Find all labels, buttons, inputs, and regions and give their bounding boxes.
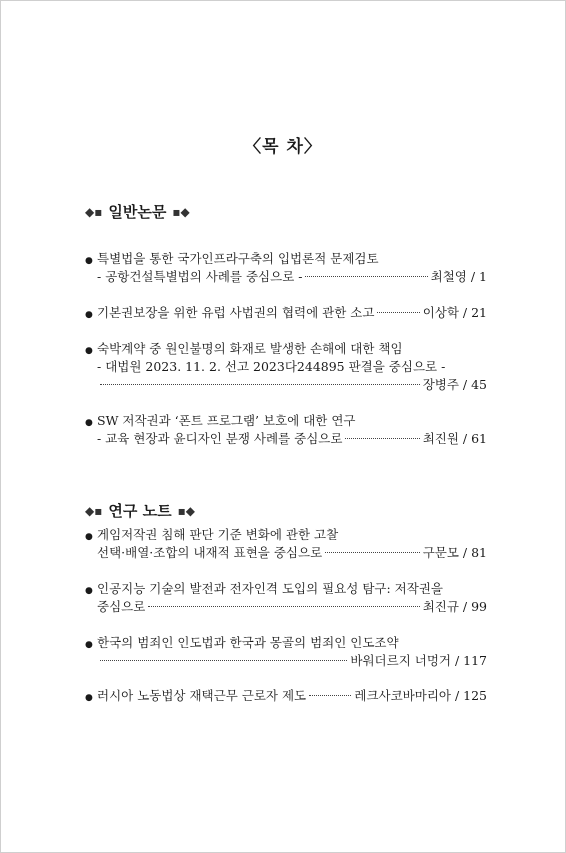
bullet-icon: ●	[85, 346, 93, 356]
entry-author-page: 바워더르지 너멍거 / 117	[350, 653, 487, 668]
entry-title: 인공지능 기술의 발전과 전자인격 도입의 필요성 탐구: 저작권을	[97, 581, 443, 596]
ornament-right-icon: ▪◆	[177, 503, 195, 518]
entry-author-page: 이상학 / 21	[422, 305, 487, 320]
entry-title: 숙박계약 중 원인불명의 화재로 발생한 손해에 대한 책임	[97, 341, 403, 356]
toc-entry[interactable]	[85, 634, 487, 670]
toc-title: 〈목 차〉	[244, 137, 322, 157]
toc-entry[interactable]	[85, 526, 487, 562]
entry-author-page: 최진규 / 99	[422, 599, 487, 614]
dot-leader	[325, 552, 420, 553]
dot-leader	[100, 384, 420, 385]
bullet-icon: ●	[85, 256, 93, 266]
toc-entry[interactable]	[85, 304, 487, 322]
dot-leader	[377, 312, 419, 313]
entry-subtitle: 중심으로	[97, 599, 146, 614]
dot-leader	[309, 695, 351, 696]
entry-subtitle: 선택·배열·조합의 내재적 표현을 중심으로	[97, 545, 323, 560]
entry-title: SW 저작권과 ‘폰트 프로그램’ 보호에 대한 연구	[97, 413, 356, 428]
entry-author-page: 레크사코바마리아 / 125	[354, 688, 487, 703]
toc-entry[interactable]	[85, 412, 487, 448]
bullet-icon: ●	[85, 586, 93, 596]
bullet-icon: ●	[85, 418, 93, 428]
entry-subtitle: - 교육 현장과 윤디자인 분쟁 사례를 중심으로	[97, 431, 343, 446]
entry-author-page: 구문모 / 81	[422, 545, 487, 560]
entry-author-page: 장병주 / 45	[422, 377, 487, 392]
bullet-icon: ●	[85, 532, 93, 542]
ornament-right-icon: ▪◆	[172, 204, 190, 219]
entry-title: 한국의 범죄인 인도법과 한국과 몽골의 범죄인 인도조약	[97, 635, 399, 650]
section-heading-label: 연구 노트	[108, 502, 172, 520]
dot-leader	[305, 276, 427, 277]
dot-leader	[345, 438, 419, 439]
bullet-icon: ●	[85, 310, 93, 320]
toc-entry[interactable]	[85, 580, 487, 616]
dot-leader	[148, 606, 419, 607]
entry-title: 러시아 노동법상 재택근무 근로자 제도	[97, 688, 307, 703]
bullet-icon: ●	[85, 693, 93, 703]
entry-title: 기본권보장을 위한 유럽 사법권의 협력에 관한 소고	[97, 305, 375, 320]
entry-subtitle: - 공항건설특별법의 사례를 중심으로 -	[97, 269, 303, 284]
entry-author-page: 최진원 / 61	[422, 431, 487, 446]
bullet-icon: ●	[85, 640, 93, 650]
ornament-left-icon: ◆▪	[85, 204, 103, 219]
entry-author-page: 최철영 / 1	[430, 269, 487, 284]
section-heading-label: 일반논문	[108, 203, 167, 221]
entry-title: 게임저작권 침해 판단 기준 변화에 관한 고찰	[97, 527, 339, 542]
section-heading-general	[85, 201, 190, 222]
entry-subtitle: - 대법원 2023. 11. 2. 선고 2023다244895 판결을 중심으로 -	[97, 359, 446, 374]
toc-entry[interactable]	[85, 687, 487, 705]
entry-title: 특별법을 통한 국가인프라구축의 입법론적 문제검토	[97, 251, 379, 266]
toc-entry[interactable]	[85, 340, 487, 394]
dot-leader	[100, 660, 347, 661]
ornament-left-icon: ◆▪	[85, 503, 103, 518]
toc-entry[interactable]	[85, 250, 487, 286]
section-heading-research-note	[85, 500, 195, 521]
